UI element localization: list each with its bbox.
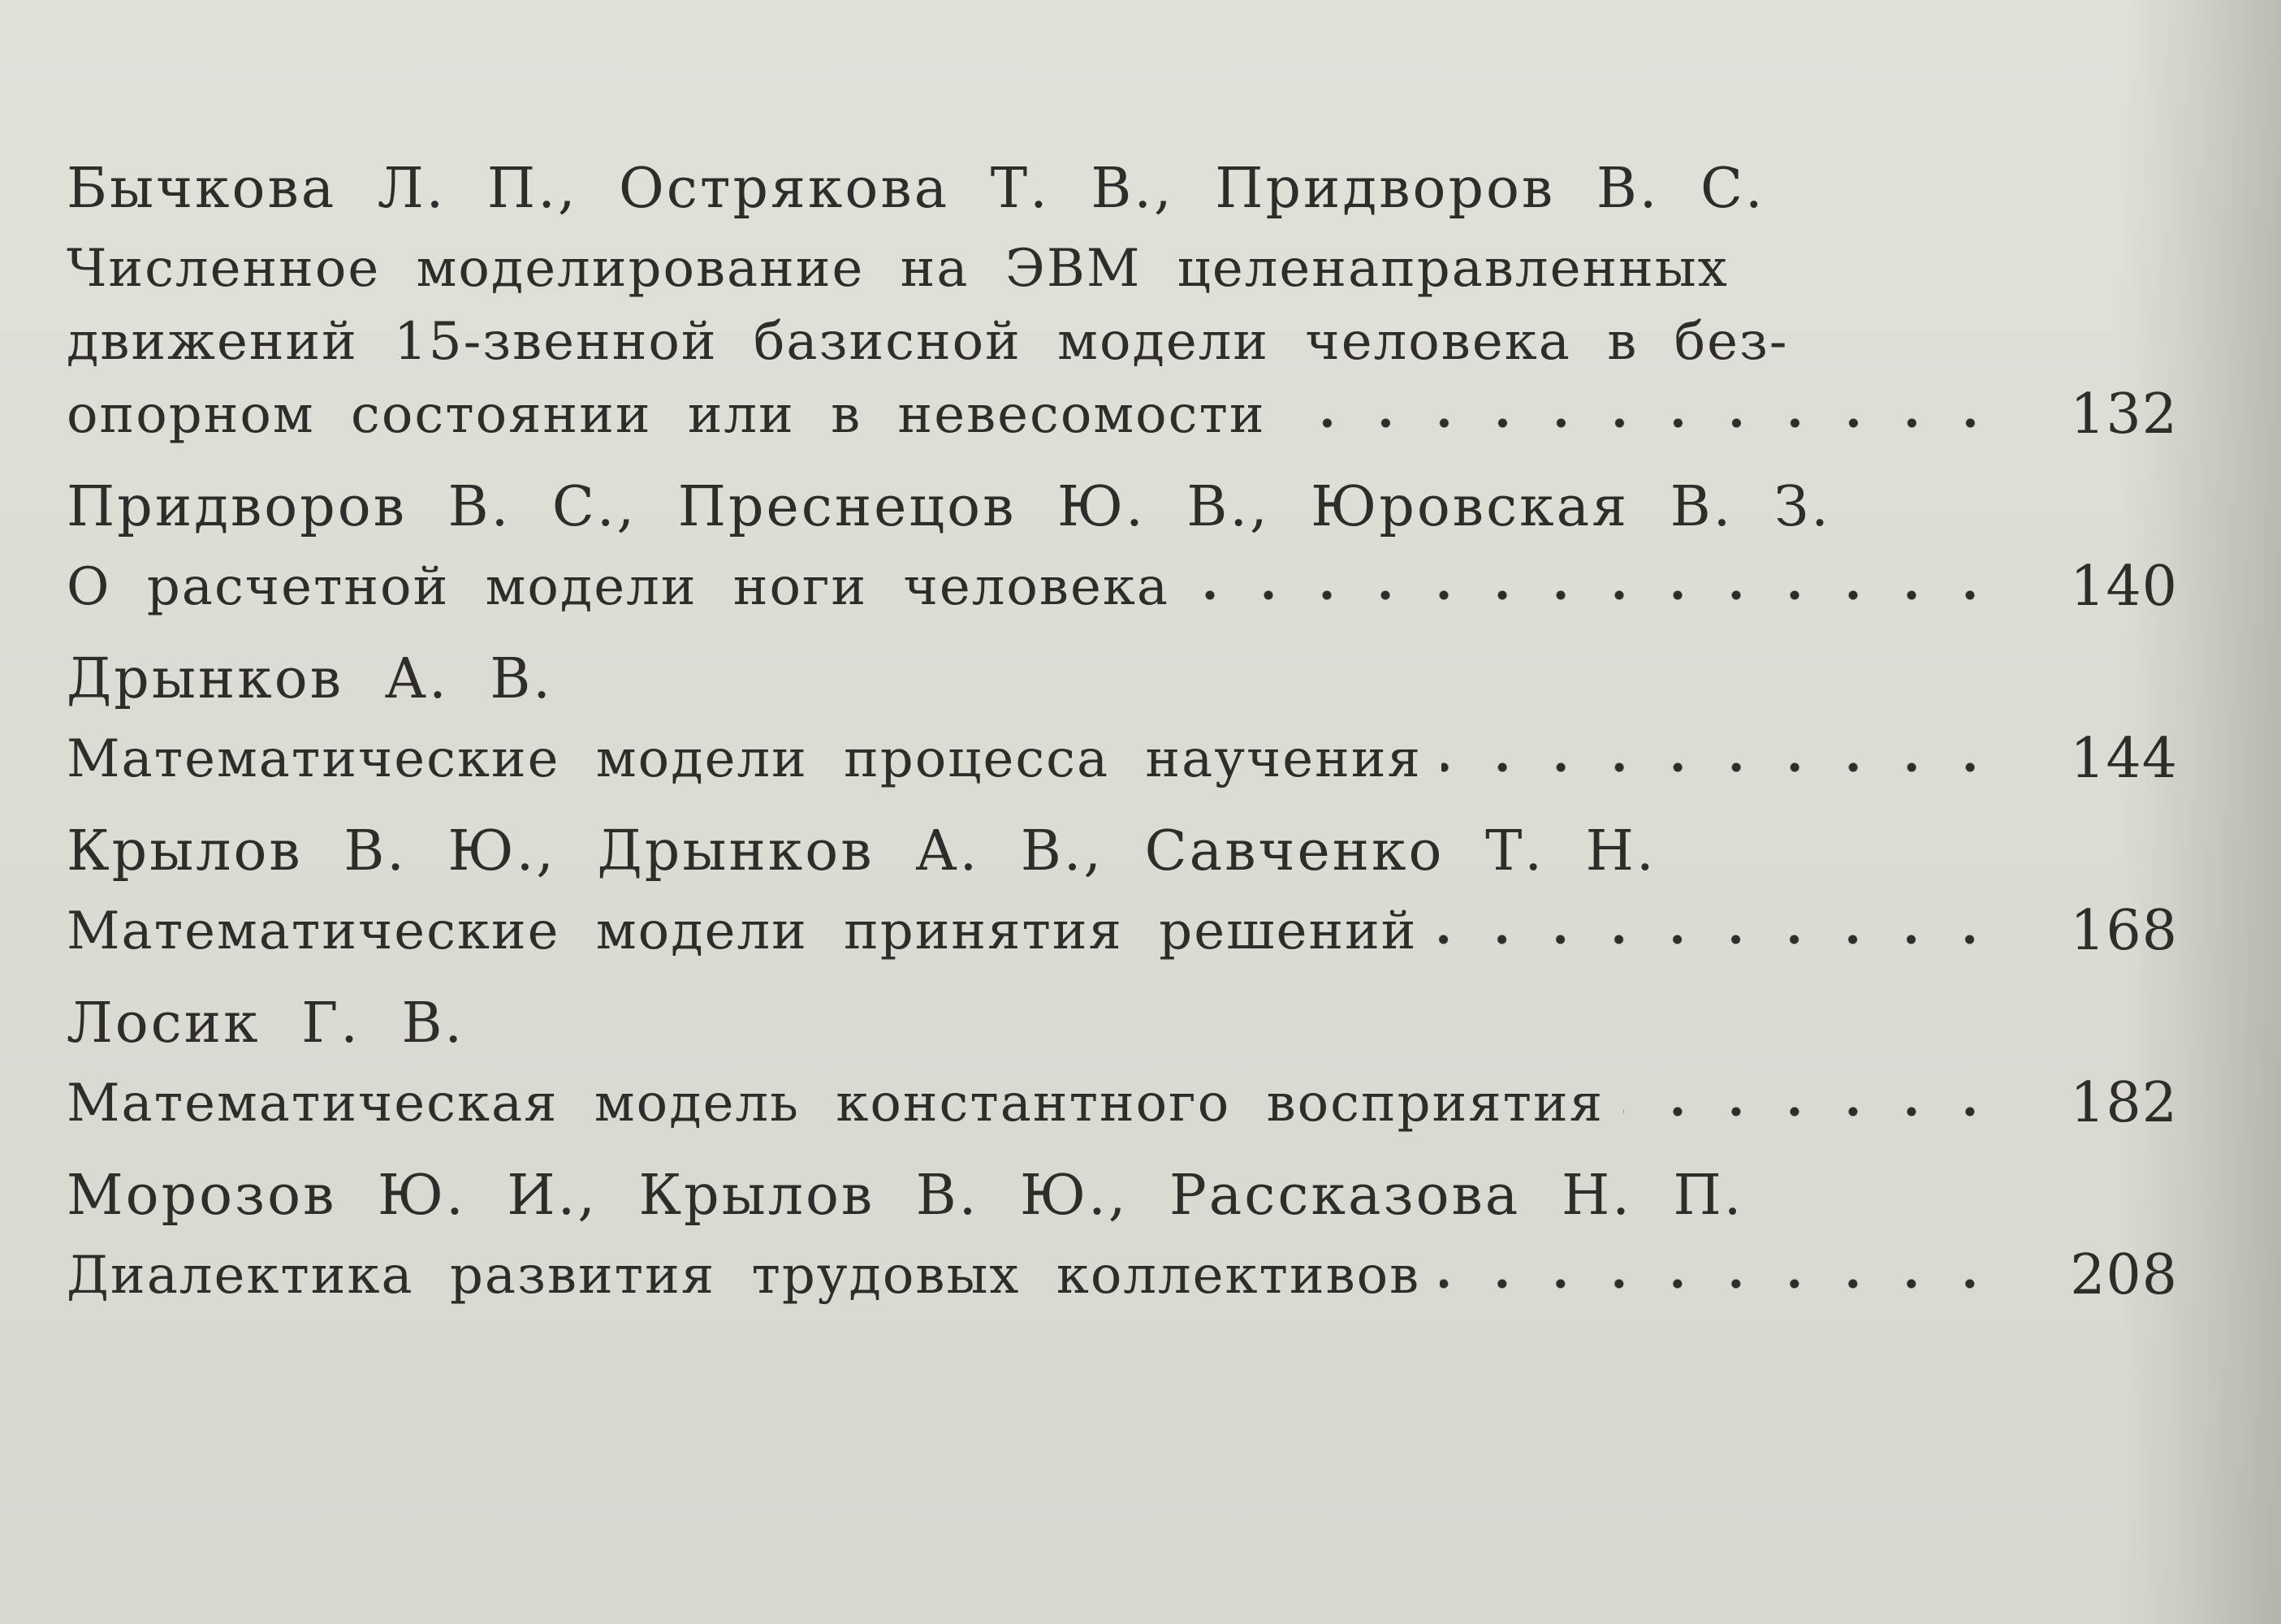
dot-leader — [1623, 1103, 1999, 1121]
toc-entry — [67, 464, 2178, 624]
entry-title-line: Математические модели принятия решений — [67, 901, 1418, 961]
entry-title-line: движений 15-звенной базисной модели человека в без- — [67, 312, 1789, 372]
entry-page-number: 182 — [2070, 1071, 2178, 1135]
entry-title-row — [67, 723, 2178, 796]
toc-entry — [67, 146, 2178, 451]
entry-page-number: 144 — [2070, 727, 2178, 791]
entry-page-number: 132 — [2070, 382, 2178, 447]
entry-title-row — [67, 1239, 2178, 1312]
entry-page-number: 208 — [2070, 1243, 2178, 1307]
entry-authors: Лосик Г. В. — [67, 991, 465, 1056]
entry-authors: Крылов В. Ю., Дрынков А. В., Савченко Т. Н. — [67, 819, 1657, 883]
toc-entry — [67, 809, 2178, 968]
dot-leader — [1441, 758, 1999, 776]
entry-authors: Морозов Ю. И., Крылов В. Ю., Рассказова Н. П. — [67, 1164, 1744, 1228]
dot-leader — [1189, 586, 1999, 604]
table-of-contents — [67, 146, 2178, 1325]
entry-title-line: О расчетной модели ноги человека — [67, 557, 1169, 617]
toc-entry — [67, 1153, 2178, 1312]
entry-title-row — [67, 551, 2178, 624]
entry-title-line: опорном состоянии или в невесомости — [67, 385, 1266, 445]
entry-authors: Придворов В. С., Преснецов Ю. В., Юровская В. З. — [67, 475, 1831, 539]
entry-page-number: 168 — [2070, 899, 2178, 963]
entry-title-row — [67, 1067, 2178, 1140]
entry-authors: Бычкова Л. П., Острякова Т. В., Придворов В. С. — [67, 157, 1765, 221]
toc-entry — [67, 981, 2178, 1140]
toc-entry — [67, 637, 2178, 796]
entry-title-line: Математические модели процесса научения — [67, 729, 1422, 789]
dot-leader — [1436, 931, 1999, 948]
entry-title-line: Математическая модель константного восприятия — [67, 1073, 1605, 1134]
entry-title-row — [67, 378, 2178, 451]
entry-page-number: 140 — [2070, 555, 2178, 619]
entry-title-line: Численное моделирование на ЭВМ целенаправленных — [67, 239, 1729, 299]
dot-leader — [1285, 414, 1999, 432]
entry-authors: Дрынков А. В. — [67, 647, 553, 711]
entry-title-row — [67, 895, 2178, 968]
dot-leader — [1440, 1275, 1999, 1293]
entry-title-line: Диалектика развития трудовых коллективов — [67, 1246, 1421, 1306]
